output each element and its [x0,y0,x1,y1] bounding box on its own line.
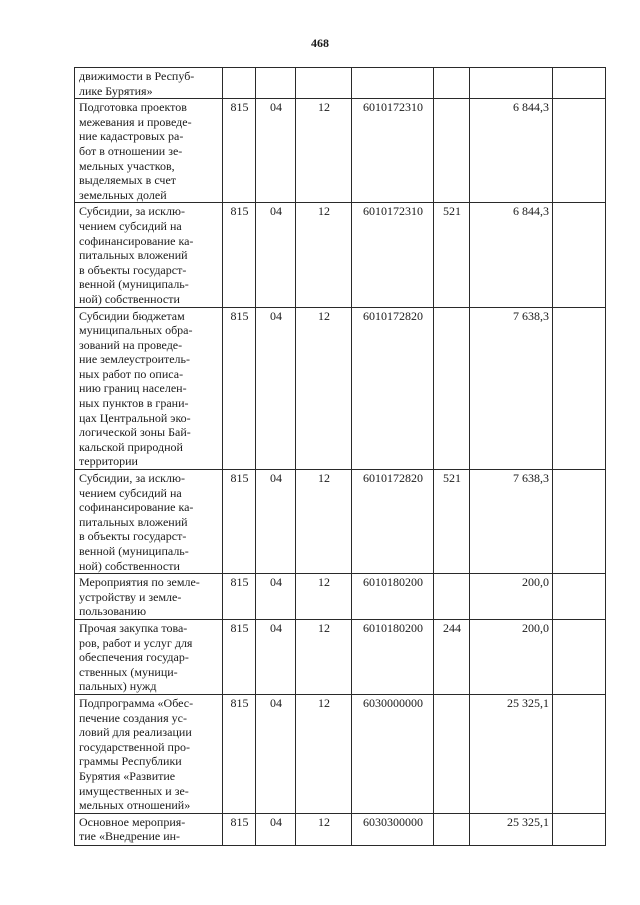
subsection-code-cell: 12 [296,99,352,203]
page-number: 468 [311,36,329,50]
table-row [75,619,606,694]
empty-column-cell [553,619,606,694]
section-code-cell: 04 [256,619,296,694]
empty-column-cell [553,694,606,813]
admin-code-cell: 815 [223,307,256,470]
empty-column-cell [553,470,606,574]
amount-cell: 200,0 [470,574,553,620]
subsection-code-cell: 12 [296,574,352,620]
subsection-code-cell: 12 [296,203,352,307]
section-code-cell: 04 [256,203,296,307]
section-code-cell: 04 [256,99,296,203]
subsection-code-cell: 12 [296,619,352,694]
subsection-code-cell: 12 [296,813,352,845]
section-code-cell: 04 [256,470,296,574]
target-article-cell: 6010180200 [352,619,434,694]
table-row [75,470,606,574]
expenditure-name-cell: Субсидии, за исклю- чением субсидий на софинансирование ка- питальных вложений в объекты государст- венной (муниципаль- ной) собственности [75,203,223,307]
expenditure-name-cell: движимости в Респуб- лике Бурятия» [75,68,223,99]
admin-code-cell: 815 [223,203,256,307]
empty-column-cell [553,307,606,470]
table-row [75,203,606,307]
expenditure-name-cell: Прочая закупка това- ров, работ и услуг для обеспечения государ- ственных (муници- пальных) нужд [75,619,223,694]
expense-type-cell [434,307,470,470]
expenditure-name-cell: Субсидии, за исклю- чением субсидий на софинансирование ка- питальных вложений в объекты государст- венной (муниципаль- ной) собственности [75,470,223,574]
amount-cell: 25 325,1 [470,694,553,813]
target-article-cell: 6010172820 [352,307,434,470]
table-row [75,99,606,203]
expense-type-cell [434,813,470,845]
table-row [75,307,606,470]
target-article-cell: 6030000000 [352,694,434,813]
target-article-cell: 6030300000 [352,813,434,845]
section-code-cell: 04 [256,307,296,470]
budget-table [74,67,606,846]
amount-cell: 25 325,1 [470,813,553,845]
target-article-cell: 6010172820 [352,470,434,574]
section-code-cell: 04 [256,813,296,845]
expense-type-cell [434,574,470,620]
admin-code-cell [223,68,256,99]
amount-cell: 6 844,3 [470,203,553,307]
empty-column-cell [553,203,606,307]
amount-cell: 6 844,3 [470,99,553,203]
expense-type-cell [434,694,470,813]
expenditure-name-cell: Подготовка проектов межевания и проведе- ние кадастровых ра- бот в отношении зе- мельных участков, выделяемых в счет земельных долей [75,99,223,203]
table-row [75,813,606,845]
amount-cell: 7 638,3 [470,307,553,470]
empty-column-cell [553,574,606,620]
subsection-code-cell [296,68,352,99]
amount-cell: 7 638,3 [470,470,553,574]
section-code-cell: 04 [256,694,296,813]
admin-code-cell: 815 [223,694,256,813]
expenditure-name-cell: Мероприятия по земле- устройству и земле- пользованию [75,574,223,620]
target-article-cell: 6010172310 [352,99,434,203]
admin-code-cell: 815 [223,470,256,574]
expense-type-cell: 521 [434,203,470,307]
amount-cell [470,68,553,99]
expenditure-name-cell: Основное мероприя- тие «Внедрение ин- [75,813,223,845]
section-code-cell [256,68,296,99]
admin-code-cell: 815 [223,99,256,203]
empty-column-cell [553,813,606,845]
expenditure-name-cell: Подпрограмма «Обес- печение создания ус- ловий для реализации государственной про- граммы Республики Бурятия «Развитие имущественных и зе- мельных отношений» [75,694,223,813]
expenditure-name-cell: Субсидии бюджетам муниципальных обра- зований на проведе- ние землеустроитель- ных работ по описа- нию границ населен- ных пунктов в грани- цах Центральной эко- логической зоны Бай- кальской природной территории [75,307,223,470]
expense-type-cell: 521 [434,470,470,574]
table-row [75,694,606,813]
subsection-code-cell: 12 [296,307,352,470]
empty-column-cell [553,68,606,99]
section-code-cell: 04 [256,574,296,620]
subsection-code-cell: 12 [296,694,352,813]
expense-type-cell [434,68,470,99]
table-row [75,574,606,620]
amount-cell: 200,0 [470,619,553,694]
admin-code-cell: 815 [223,619,256,694]
expense-type-cell: 244 [434,619,470,694]
target-article-cell: 6010172310 [352,203,434,307]
expense-type-cell [434,99,470,203]
admin-code-cell: 815 [223,574,256,620]
target-article-cell [352,68,434,99]
empty-column-cell [553,99,606,203]
subsection-code-cell: 12 [296,470,352,574]
table-row [75,68,606,99]
admin-code-cell: 815 [223,813,256,845]
target-article-cell: 6010180200 [352,574,434,620]
